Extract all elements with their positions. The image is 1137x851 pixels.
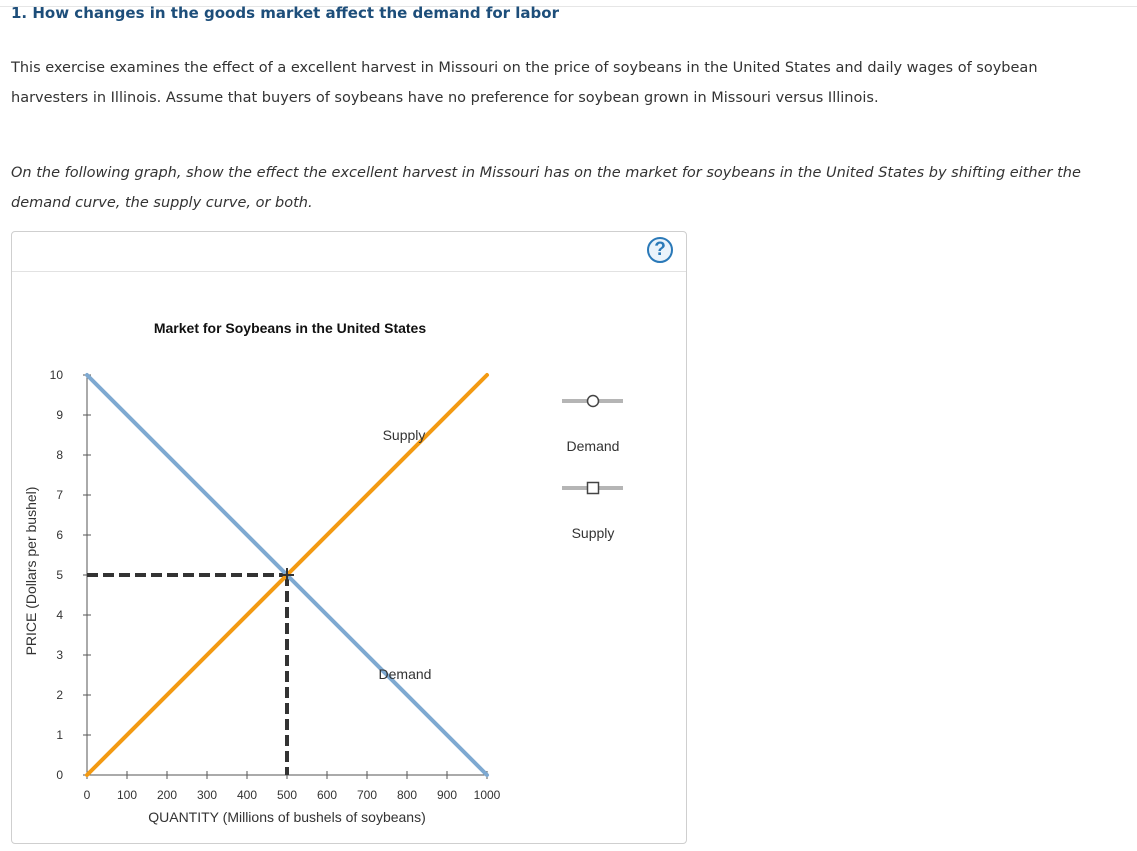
x-tick-label: 800 [396, 788, 418, 802]
y-tick-label: 9 [56, 408, 63, 422]
legend-label: Supply [571, 525, 615, 541]
demand-curve-label: Demand [378, 666, 432, 682]
x-axis-label: QUANTITY (Millions of bushels of soybeans) [148, 809, 426, 825]
y-axis-label: PRICE (Dollars per bushel) [23, 486, 39, 656]
x-tick-label: 900 [436, 788, 458, 802]
y-tick-label: 10 [49, 368, 63, 382]
y-tick-label: 7 [56, 488, 63, 502]
y-tick-label: 3 [56, 648, 63, 662]
y-tick-label: 0 [56, 768, 63, 782]
x-tick-label: 600 [316, 788, 338, 802]
y-tick-label: 2 [56, 688, 63, 702]
chart-legend [562, 396, 623, 542]
x-tick-label: 100 [116, 788, 138, 802]
y-tick-label: 8 [56, 448, 63, 462]
y-tick-label: 4 [56, 608, 63, 622]
question-title: 1. How changes in the goods market affect the demand for labor [11, 4, 559, 22]
chart-svg [12, 232, 686, 843]
x-tick-label: 300 [196, 788, 218, 802]
supply-curve-label: Supply [382, 427, 426, 443]
x-tick-label: 500 [276, 788, 298, 802]
graph-panel [11, 231, 687, 844]
x-tick-label: 1000 [473, 788, 501, 802]
chart-title: Market for Soybeans in the United States [153, 320, 427, 336]
x-tick-label: 700 [356, 788, 378, 802]
help-icon[interactable]: ? [647, 237, 673, 263]
chart-curves [87, 375, 487, 775]
x-tick-label: 200 [156, 788, 178, 802]
y-tick-label: 5 [56, 568, 63, 582]
instruction-paragraph: On the following graph, show the effect the excellent harvest in Missouri has on the market for soybeans in the United States by shifting either the demand curve, the supply curve, or both. [11, 165, 1081, 211]
x-tick-label: 0 [83, 788, 91, 802]
y-tick-label: 6 [56, 528, 63, 542]
x-tick-label: 400 [236, 788, 258, 802]
y-tick-label: 1 [56, 728, 63, 742]
legend-supply-square-icon [588, 483, 599, 494]
legend-label: Demand [566, 438, 620, 454]
legend-demand-circle-icon [588, 396, 599, 407]
intro-paragraph: This exercise examines the effect of a excellent harvest in Missouri on the price of soybeans in the United States and daily wages of soybean harvesters in Illinois. Assume that buyers of soybeans have no preference for soybean grown in Missouri versus Illinois. [11, 60, 1038, 106]
